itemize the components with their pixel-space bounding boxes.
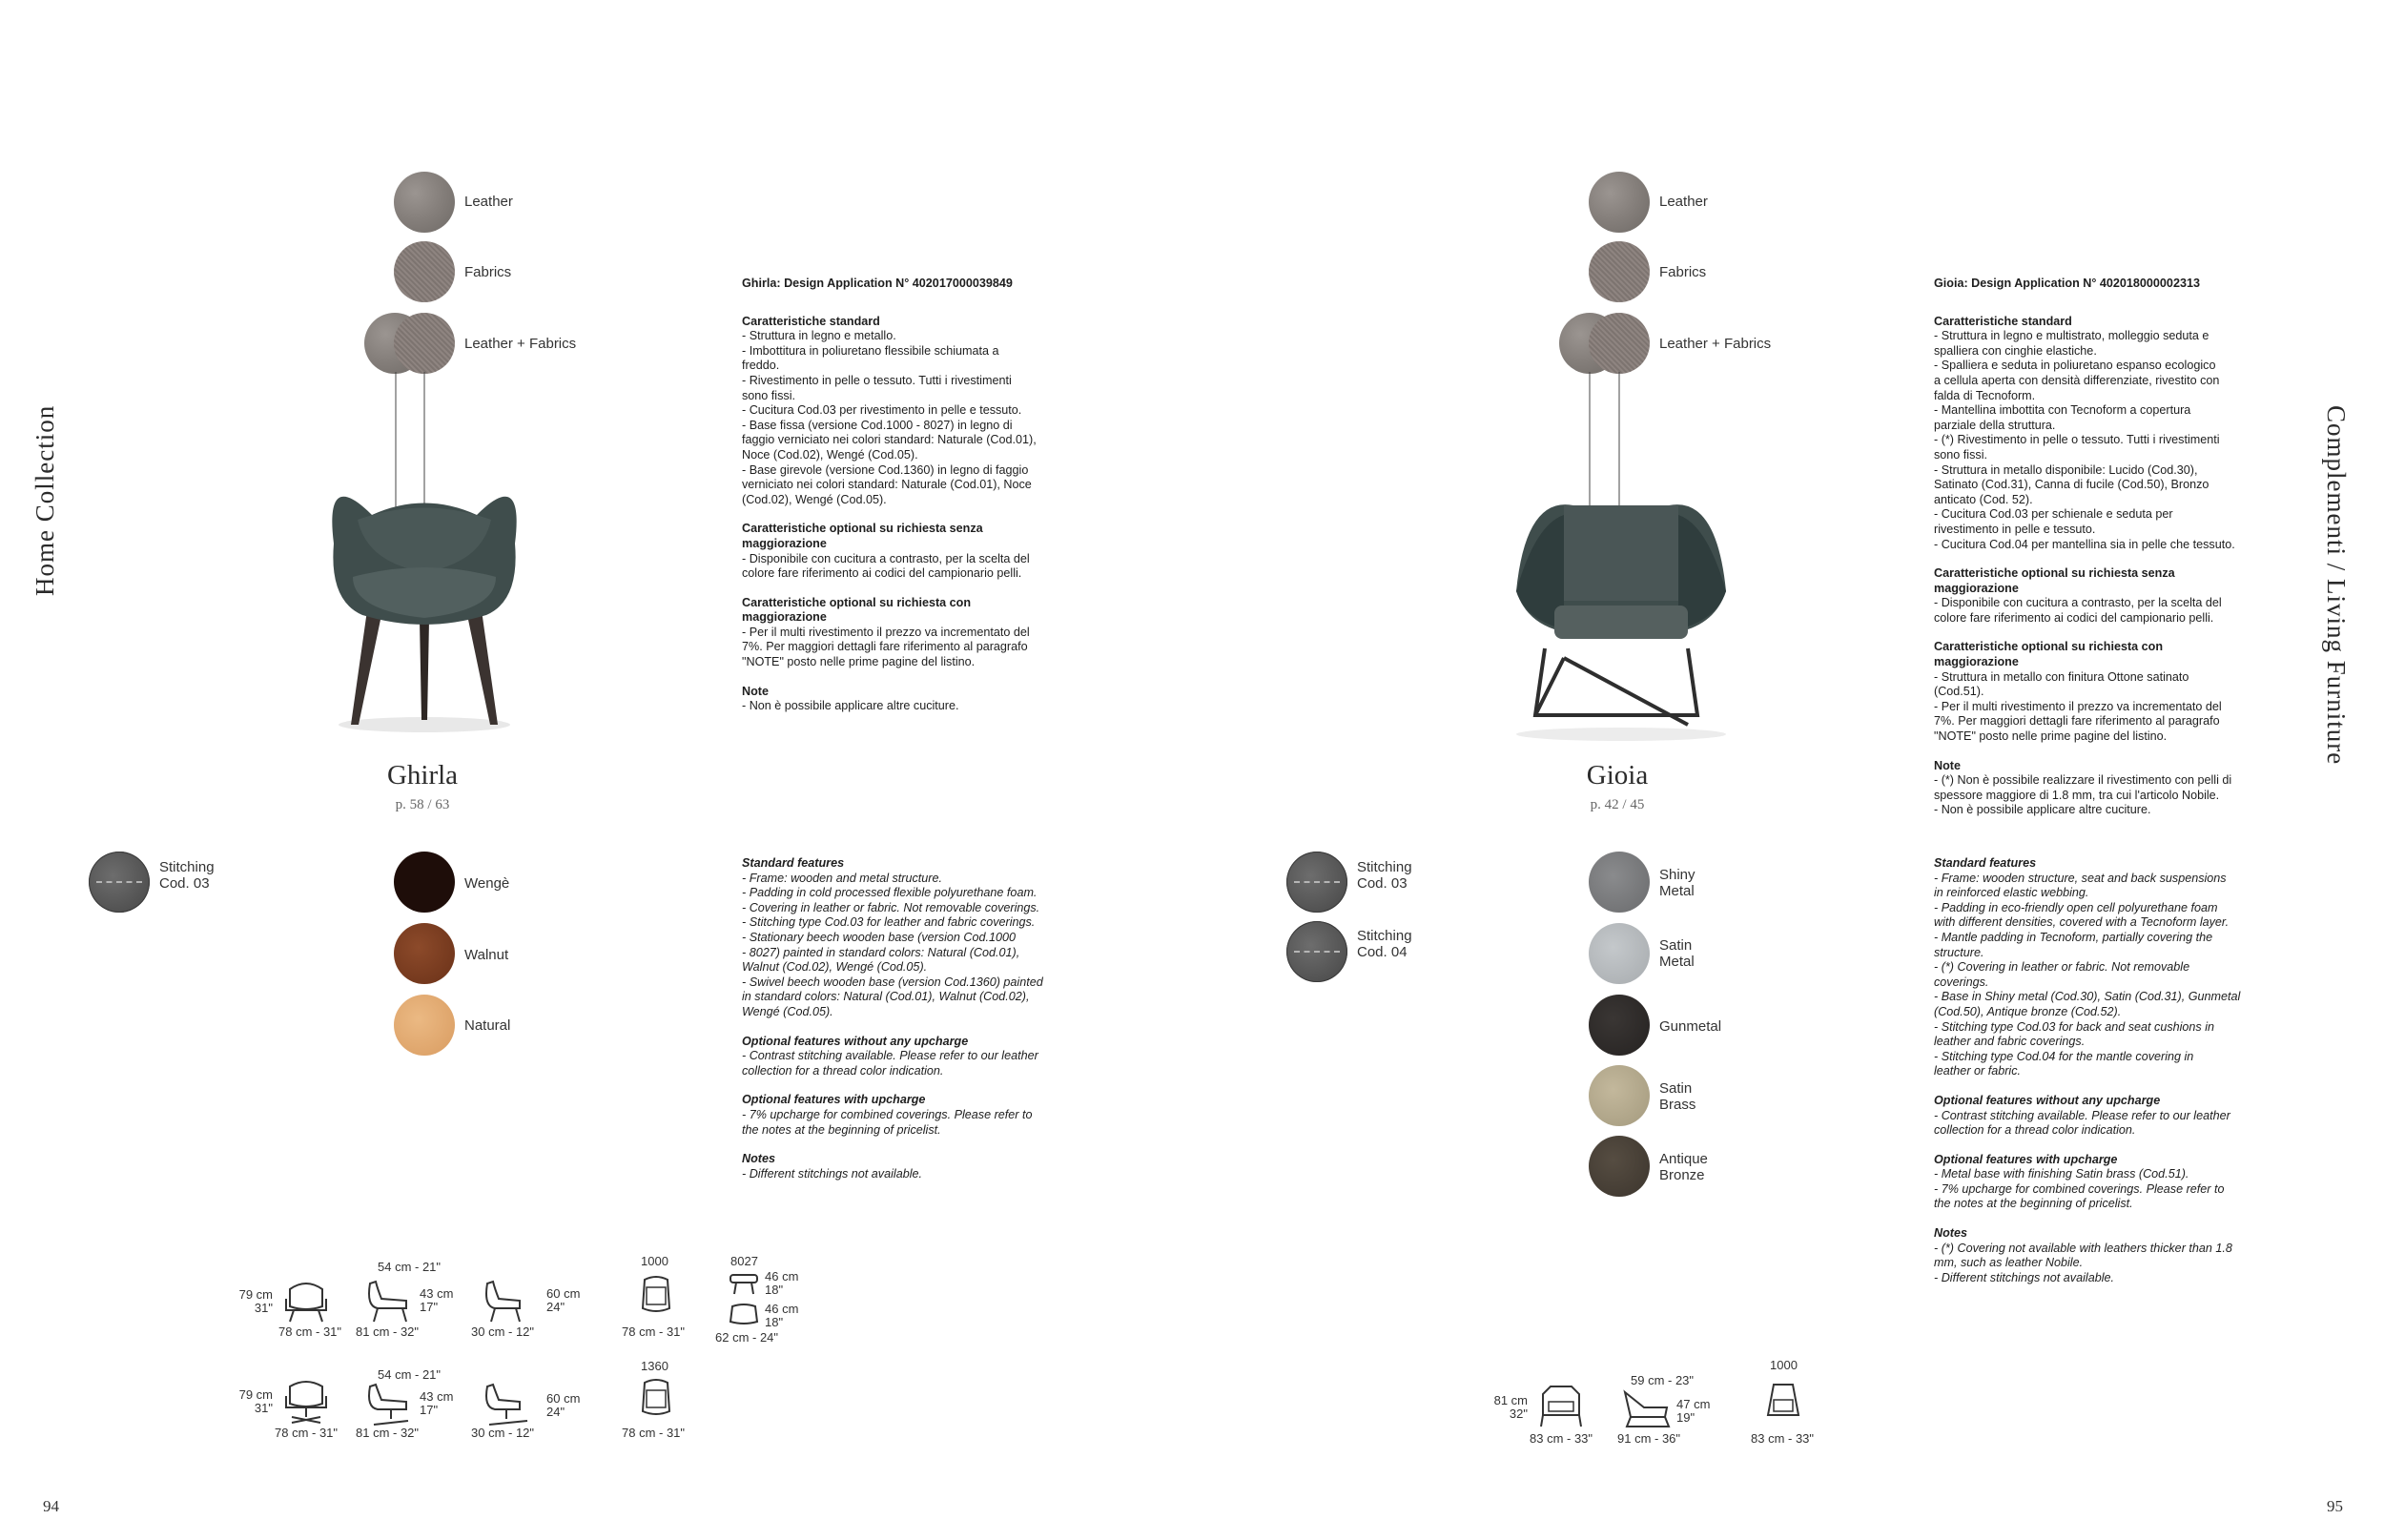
- gioia-side-icon: [1621, 1388, 1673, 1430]
- dim-width: 81 cm - 32": [356, 1324, 420, 1339]
- spec-body: - Per il multi rivestimento il prezzo va incrementato del 7%. Per maggiori dettagli fare riferimento al paragrafo "NOTE" posto nelle prime pagine del listino.: [742, 625, 1030, 669]
- dim-width: 81 cm - 32": [356, 1426, 420, 1440]
- spec-heading: Note: [742, 684, 769, 698]
- spec-body: - Contrast stitching available. Please refer to our leather collection for a thread color indication.: [742, 1049, 1038, 1078]
- left-section-title: Home Collection: [31, 404, 59, 596]
- covering-label: Fabrics: [1659, 264, 1707, 280]
- finish-label: Antique Bronze: [1659, 1151, 1708, 1183]
- stitching-label: Stitching Cod. 03: [1357, 859, 1412, 892]
- spec-heading: Optional features without any upcharge: [1934, 1093, 2161, 1107]
- dim-seat: 43 cm 17": [420, 1389, 454, 1417]
- gioia-english-specs: [1934, 856, 2258, 1300]
- dim-top: 54 cm - 21": [378, 1260, 442, 1274]
- spec-body: - Frame: wooden structure, seat and back suspensions in reinforced elastic webbing. - Padding in eco-friendly open cell polyurethane foam with different densities, covered with a Tecnoform layer. - Mantle padding in Tecnoform, partially covering the structure. - (*) Covering in leather or fabric. Not removable coverings. - Base in Shiny metal (Cod.30), Satin (Cod.31), Gunmetal (Cod.50), Antique bronze (Cod.52). - Stitching type Cod.03 for back and seat cushions in leather and fabric coverings. - Stitching type Cod.04 for the mantle covering in leather or fabric.: [1934, 871, 2241, 1078]
- dim-depth: 30 cm - 12": [471, 1324, 535, 1339]
- ghirla-italian-specs: [742, 277, 1066, 729]
- product-name: Ghirla: [386, 760, 459, 791]
- finish-label: Walnut: [464, 947, 509, 963]
- dim-height: 81 cm 32": [1493, 1393, 1528, 1421]
- covering-label: Leather + Fabrics: [1659, 336, 1772, 352]
- spec-heading: Standard features: [742, 856, 845, 870]
- stitching-swatch: [89, 852, 150, 913]
- satin-metal-swatch: [1589, 923, 1650, 984]
- armchair-side-recline-icon: [482, 1278, 529, 1324]
- product-page-ref: p. 42 / 45: [1590, 797, 1645, 812]
- spec-heading: Caratteristiche optional su richiesta senza maggiorazione: [1934, 566, 2175, 595]
- leather-swatch: [394, 172, 455, 233]
- right-section-title: Complementi / Living Furniture: [2322, 405, 2351, 766]
- base-top-icon: [639, 1274, 673, 1320]
- swivel-armchair-side-icon: [364, 1381, 412, 1427]
- armchair-side-icon: [364, 1278, 412, 1324]
- version-code: 1000: [1770, 1358, 1798, 1372]
- finish-label: Satin Brass: [1659, 1080, 1696, 1113]
- spec-body: - Metal base with finishing Satin brass (Cod.51). - 7% upcharge for combined coverings. Please refer to the notes at the beginning of pricelist.: [1934, 1167, 2225, 1211]
- shiny-metal-swatch: [1589, 852, 1650, 913]
- dim-width: 83 cm - 33": [1751, 1431, 1815, 1446]
- dim-seat: 47 cm 19": [1676, 1397, 1711, 1425]
- product-page-ref: p. 58 / 63: [395, 797, 450, 812]
- dim-height: 79 cm 31": [238, 1287, 273, 1315]
- spec-body: - Struttura in legno e metallo. - Imbottitura in poliuretano flessibile schiumata a freddo. - Rivestimento in pelle o tessuto. Tutti i rivestimenti sono fissi. - Cucitura Cod.03 per rivestimento in pelle e tessuto. - Base fissa (versione Cod.1000 - 8027) in legno di faggio verniciato nei colori standard: Naturale (Cod.01), Noce (Cod.02), Wengé (Cod.05). - Base girevole (versione Cod.1360) in legno di faggio verniciato nei colori standard: Naturale (Cod.01), Noce (Cod.02), Wengé (Cod.05).: [742, 329, 1037, 506]
- spec-body: - Non è possibile applicare altre cuciture.: [742, 699, 959, 713]
- spec-heading: Caratteristiche optional su richiesta con maggiorazione: [1934, 640, 2164, 669]
- spec-body: - Disponibile con cucitura a contrasto, per la scelta del colore fare riferimento ai codici del campionario pelli.: [742, 551, 1030, 581]
- spec-heading: Optional features with upcharge: [1934, 1152, 2118, 1166]
- spec-heading: Caratteristiche standard: [742, 314, 880, 328]
- dim-top: 54 cm - 21": [378, 1367, 442, 1382]
- leather-swatch: [1589, 172, 1650, 233]
- dim-width: 78 cm - 31": [278, 1324, 342, 1339]
- finish-label: Satin Metal: [1659, 937, 1695, 970]
- spec-body: - (*) Non è possibile realizzare il rivestimento con pelli di spessore maggiore di 1.8 mm, tra cui l'articolo Nobile. - Non è possibile applicare altre cuciture.: [1934, 773, 2232, 817]
- wenge-swatch: [394, 852, 455, 913]
- stitching-label: Stitching Cod. 03: [159, 859, 215, 892]
- gunmetal-swatch: [1589, 995, 1650, 1056]
- ghirla-chair-image: [315, 372, 544, 734]
- fabric-swatch: [1589, 241, 1650, 302]
- pouf-height: 46 cm 18": [765, 1302, 799, 1329]
- dim-width: 78 cm - 31": [622, 1426, 686, 1440]
- design-application: Gioia: Design Application N° 402018000002313: [1934, 277, 2200, 290]
- swivel-base-top-icon: [639, 1377, 673, 1423]
- swivel-armchair-recline-icon: [482, 1381, 533, 1427]
- dim-seat: 43 cm 17": [420, 1286, 454, 1314]
- dim-arm: 60 cm 24": [546, 1391, 581, 1419]
- stitching-label: Stitching Cod. 04: [1357, 928, 1412, 960]
- dim-width: 78 cm - 31": [622, 1324, 686, 1339]
- pouf-top-icon: [729, 1303, 759, 1325]
- armchair-front-icon: [282, 1278, 330, 1324]
- spec-body: - Different stitchings not available.: [742, 1166, 922, 1181]
- spec-heading: Optional features with upcharge: [742, 1093, 926, 1107]
- spec-heading: Standard features: [1934, 856, 2037, 870]
- swivel-armchair-front-icon: [282, 1377, 330, 1425]
- walnut-swatch: [394, 923, 455, 984]
- satin-brass-swatch: [1589, 1065, 1650, 1126]
- dim-depth: 30 cm - 12": [471, 1426, 535, 1440]
- covering-label: Leather: [464, 194, 513, 210]
- spec-heading: Notes: [1934, 1226, 1967, 1241]
- stitching-swatch: [1286, 852, 1347, 913]
- gioia-top-icon: [1764, 1381, 1802, 1427]
- dim-top: 59 cm - 23": [1631, 1373, 1695, 1387]
- left-page-number: 94: [43, 1497, 59, 1515]
- spec-heading: Optional features without any upcharge: [742, 1034, 969, 1048]
- right-page-number: 95: [2327, 1497, 2343, 1515]
- dim-width: 78 cm - 31": [275, 1426, 339, 1440]
- spec-body: - 7% upcharge for combined coverings. Please refer to the notes at the beginning of pricelist.: [742, 1107, 1033, 1137]
- covering-label: Leather + Fabrics: [464, 336, 577, 352]
- stitching-swatch: [1286, 921, 1347, 982]
- spec-body: - Struttura in metallo con finitura Ottone satinato (Cod.51). - Per il multi rivestimento il prezzo va incrementato del 7%. Per maggiori dettagli fare riferimento al paragrafo "NOTE" posto nelle prime pagine del listino.: [1934, 669, 2222, 744]
- dim-height: 79 cm 31": [238, 1387, 273, 1415]
- pouf-side-icon: [729, 1273, 759, 1296]
- gioia-italian-specs: [1934, 277, 2258, 832]
- pouf-height: 46 cm 18": [765, 1269, 799, 1297]
- leather-fabric-swatch-fabric: [394, 313, 455, 374]
- spec-body: - Contrast stitching available. Please refer to our leather collection for a thread color indication.: [1934, 1108, 2230, 1138]
- gioia-front-icon: [1537, 1385, 1585, 1428]
- pouf-width: 62 cm - 24": [715, 1330, 779, 1345]
- dim-width: 91 cm - 36": [1617, 1431, 1681, 1446]
- version-code: 1000: [641, 1254, 668, 1268]
- antique-bronze-swatch: [1589, 1136, 1650, 1197]
- spec-body: - Struttura in legno e multistrato, molleggio seduta e spalliera con cinghie elastiche. - Spalliera e seduta in poliuretano espanso ecologico a cellula aperta con densità differenziate, rivestito con falda di Tecnoform. - Mantellina imbottita con Tecnoform a copertura parziale della struttura. - (*) Rivestimento in pelle o tessuto. Tutti i rivestimenti sono fissi. - Struttura in metallo disponibile: Lucido (Cod.30), Satinato (Cod.31), Canna di fucile (Cod.50), Bronzo anticato (Cod. 52). - Cucitura Cod.03 per schienale e seduta per rivestimento in pelle e tessuto. - Cucitura Cod.04 per mantellina sia in pelle che tessuto.: [1934, 329, 2235, 551]
- spec-heading: Caratteristiche standard: [1934, 314, 2072, 328]
- ghirla-english-specs: [742, 856, 1066, 1196]
- fabric-swatch: [394, 241, 455, 302]
- spec-heading: Note: [1934, 758, 1961, 772]
- product-name: Gioia: [1586, 760, 1649, 791]
- finish-label: Natural: [464, 1017, 511, 1034]
- spec-body: - Disponibile con cucitura a contrasto, per la scelta del colore fare riferimento ai codici del campionario pelli.: [1934, 596, 2222, 625]
- finish-label: Gunmetal: [1659, 1018, 1722, 1035]
- spec-heading: Notes: [742, 1152, 775, 1166]
- design-application: Ghirla: Design Application N° 402017000039849: [742, 277, 1013, 290]
- natural-swatch: [394, 995, 455, 1056]
- spec-body: - Frame: wooden and metal structure. - Padding in cold processed flexible polyurethane foam. - Covering in leather or fabric. Not removable coverings. - Stitching type Cod.03 for leather and fabric coverings. - Stationary beech wooden base (version Cod.1000 - 8027) painted in standard colors: Natural (Cod.01), Walnut (Cod.02), Wengé (Cod.05). - Swivel beech wooden base (version Cod.1360) painted in standard colors: Natural (Cod.01), Walnut (Cod.02), Wengé (Cod.05).: [742, 871, 1043, 1018]
- spec-heading: Caratteristiche optional su richiesta con maggiorazione: [742, 595, 972, 625]
- covering-label: Leather: [1659, 194, 1708, 210]
- dim-arm: 60 cm 24": [546, 1286, 581, 1314]
- dim-width: 83 cm - 33": [1530, 1431, 1593, 1446]
- gioia-chair-image: [1497, 372, 1745, 744]
- spec-body: - (*) Covering not available with leathers thicker than 1.8 mm, such as leather Nobile. - Different stitchings not available.: [1934, 1241, 2232, 1284]
- version-code: 8027: [730, 1254, 758, 1268]
- spec-heading: Caratteristiche optional su richiesta senza maggiorazione: [742, 522, 983, 550]
- finish-label: Shiny Metal: [1659, 867, 1696, 899]
- covering-label: Fabrics: [464, 264, 512, 280]
- finish-label: Wengè: [464, 875, 510, 892]
- leather-fabric-swatch-fabric: [1589, 313, 1650, 374]
- version-code: 1360: [641, 1359, 668, 1373]
